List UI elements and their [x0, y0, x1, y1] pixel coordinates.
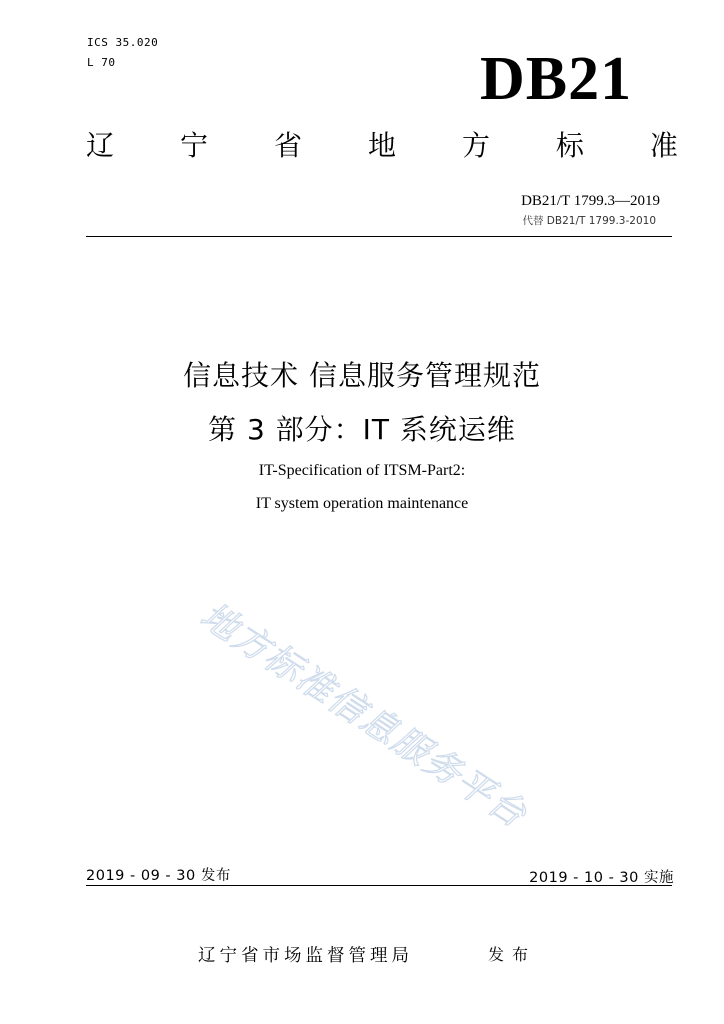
- replaces-note: 代替 DB21/T 1799.3-2010: [522, 215, 656, 227]
- standard-type-char: 地: [367, 129, 396, 162]
- standard-type-char: 省: [273, 129, 302, 162]
- standard-type-heading: [86, 129, 678, 162]
- standard-type-char: 准: [649, 129, 678, 162]
- title-english-line1: IT-Specification of ITSM-Part2:: [258, 462, 466, 479]
- watermark: [188, 592, 608, 852]
- title-chinese-line1: 信息技术 信息服务管理规范: [183, 359, 541, 392]
- issuing-authority: 辽宁省市场监督管理局: [198, 946, 413, 966]
- standard-type-char: 方: [461, 129, 490, 162]
- header-divider: [86, 236, 672, 237]
- title-english-line2: IT system operation maintenance: [255, 495, 469, 512]
- standard-type-char: 标: [555, 129, 584, 162]
- document-number: DB21/T 1799.3—2019: [521, 193, 660, 209]
- publish-date: 2019 - 09 - 30 发布: [86, 868, 231, 884]
- footer-divider: [86, 885, 672, 886]
- title-chinese-line2: 第 3 部分：IT 系统运维: [208, 413, 516, 446]
- standard-logo: DB21: [480, 45, 633, 113]
- standard-type-char: 辽: [86, 129, 115, 162]
- standard-type-char: 宁: [179, 129, 208, 162]
- issue-label: 发布: [488, 945, 537, 964]
- effective-date: 2019 - 10 - 30 实施: [529, 870, 674, 886]
- ics-code: ICS 35.020: [87, 36, 159, 49]
- watermark-text: 地方标准信息服务平台: [193, 595, 535, 837]
- classification-code: L 70: [87, 56, 116, 69]
